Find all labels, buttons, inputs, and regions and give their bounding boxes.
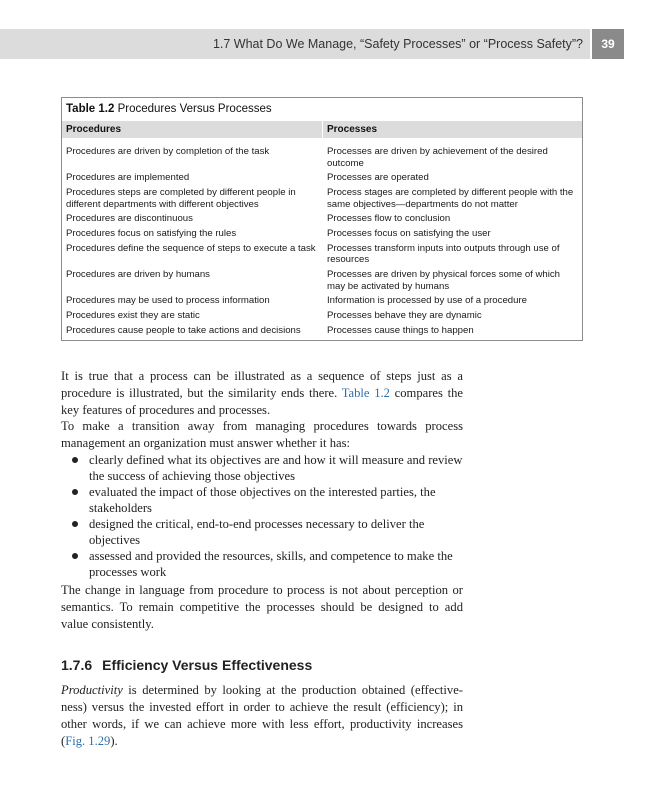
list-item (61, 452, 463, 484)
table-cell-process: Processes focus on satisfying the user (327, 227, 491, 239)
paragraph-similarity (61, 368, 463, 419)
table-cell-procedure: Procedures are implemented (66, 172, 190, 184)
table-cell-process: Processes are operated (327, 172, 429, 184)
paragraph-productivity (61, 682, 463, 750)
page-number: 39 (592, 29, 624, 59)
table-row (62, 146, 582, 170)
table-cell-procedure: Procedures may be used to process information (66, 295, 270, 307)
table-cell-procedure: Procedures exist they are static (66, 309, 200, 321)
table-cell-process: Processes cause things to happen (327, 324, 474, 336)
table-cell-process: Processes behave they are dynamic (327, 309, 482, 321)
table-caption (66, 103, 272, 115)
bullet-icon (72, 489, 78, 495)
list-item-text: designed the critical, end-to-end processes necessary to deliver the objectives (89, 517, 425, 547)
table-row (62, 310, 582, 322)
table-cell-process: Processes are driven by physical forces some of which may be activated by humans (327, 268, 561, 292)
list-item (61, 548, 463, 580)
table-reference-link[interactable]: Table 1.2 (341, 386, 390, 400)
table-cell-procedure: Procedures are discontinuous (66, 213, 193, 225)
bullet-icon (72, 521, 78, 527)
table-row (62, 213, 582, 225)
table-cell-process: Processes flow to conclusion (327, 213, 451, 225)
table-cell-procedure: Procedures focus on satisfying the rules (66, 227, 237, 239)
figure-reference-link[interactable]: Fig. 1.29 (65, 734, 111, 748)
table-cell-process: Process stages are completed by different people with the same objectives—departments do not matter (327, 186, 574, 210)
paragraph-language-change: The change in language from procedure to process is not about perception or semantics. To remain competitive the processes should be designed to add value consistently. (61, 583, 463, 631)
list-item (61, 516, 463, 548)
table-label: Table 1.2 (66, 103, 115, 115)
table-row (62, 172, 582, 184)
list-item (61, 484, 463, 516)
table-row (62, 228, 582, 240)
table-row (62, 243, 582, 267)
table-cell-procedure: Procedures are driven by completion of the task (66, 146, 270, 157)
list-item-text: assessed and provided the resources, skills, and competence to make the processes work (89, 549, 453, 579)
paragraph-text: is determined by looking at the production obtained (effectiveness) versus the invested effort in order to achieve the result (efficiency); in other words, if we can achieve more with less effort, productivity increases ( (61, 683, 463, 748)
table-body (62, 146, 582, 339)
column-header-procedures: Procedures (62, 121, 322, 138)
bullet-list (61, 452, 463, 580)
table-row (62, 325, 582, 337)
section-title: Efficiency Versus Effectiveness (102, 657, 313, 673)
bullet-icon (72, 457, 78, 463)
column-header-processes: Processes (323, 121, 582, 138)
running-header-title: 1.7 What Do We Manage, “Safety Processes” or “Process Safety”? (212, 37, 583, 51)
paragraph-text: compares the key features of procedures and processes. (61, 386, 463, 417)
table-title: Procedures Versus Processes (117, 103, 272, 115)
table-row (62, 187, 582, 211)
table-cell-procedure: Procedures are driven by humans (66, 268, 210, 280)
table-cell-procedure: Procedures cause people to take actions and decisions (66, 324, 301, 336)
table-row (62, 269, 582, 293)
term-productivity: Productivity (61, 683, 123, 697)
table-cell-procedure: Procedures define the sequence of steps to execute a task (66, 242, 316, 254)
bullet-icon (72, 553, 78, 559)
section-heading (61, 657, 312, 673)
table-cell-process: Processes are driven by achievement of the desired outcome (327, 146, 548, 169)
list-item-text: clearly defined what its objectives are and how it will measure and review the success of achieving those objectives (89, 453, 463, 483)
table-cell-process: Processes transform inputs into outputs through use of resources (327, 242, 560, 266)
paragraph-transition: To make a transition away from managing procedures towards process management an organization must answer whether it has: (61, 419, 463, 450)
table-cell-process: Information is processed by use of a procedure (327, 295, 527, 307)
table-procedures-vs-processes (61, 97, 583, 341)
paragraph-text: ). (110, 734, 118, 748)
section-number: 1.7.6 (61, 657, 93, 673)
list-item-text: evaluated the impact of those objectives on the interested parties, the stakeholders (89, 485, 436, 515)
table-cell-procedure: Procedures steps are completed by different people in different departments with different objectives (66, 186, 296, 210)
paragraph-text: It is true that a process can be illustrated as a sequence of steps just as a procedure is illustrated, but the similarity ends there. (61, 369, 463, 400)
table-row (62, 295, 582, 307)
